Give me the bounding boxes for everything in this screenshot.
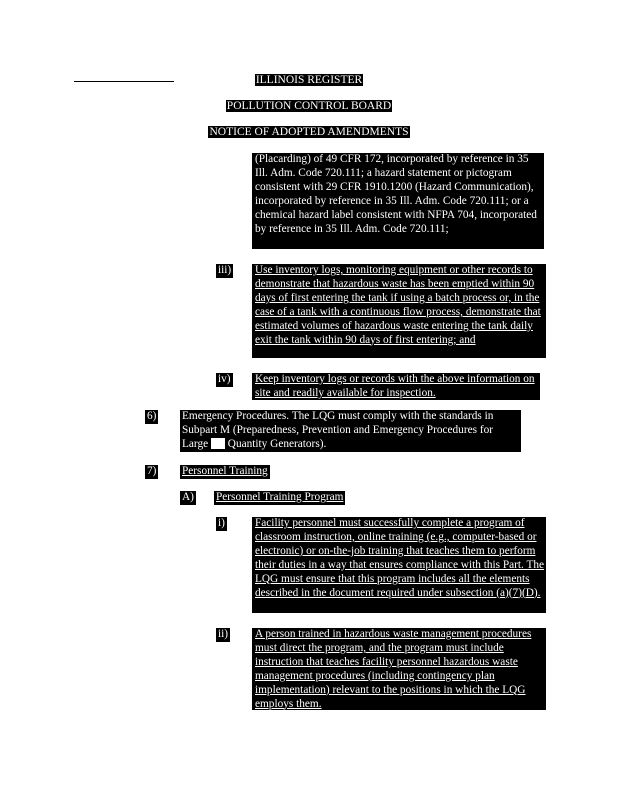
- placarding-paragraph: [252, 153, 544, 249]
- item-A-title: Personnel Training Program: [216, 491, 344, 503]
- item-iv-text: Keep inventory logs or records with the above information on site and readily available for inspection.: [255, 373, 535, 399]
- item-A-ii-paragraph: [252, 628, 546, 710]
- item-A-i-paragraph: [252, 517, 546, 613]
- item-6-text-a: Emergency Procedures. The LQG must comply with the standards in Subpart M (Preparedness, Prevention and Emergency Procedures for Large: [182, 410, 494, 450]
- item-6-number: 6): [147, 410, 157, 422]
- item-A-number: A): [182, 491, 194, 503]
- item-6-text: [182, 410, 521, 452]
- notice-title: NOTICE OF ADOPTED AMENDMENTS: [209, 126, 409, 138]
- redaction-gap: [211, 438, 225, 449]
- item-A-ii-number: ii): [218, 628, 229, 640]
- item-A-i-text: Facility personnel must successfully complete a program of classroom instruction, online training (e.g., computer-based or electronic) or on-the-job training that teaches them to perform their duties in a way that ensures compliance with this Part. The LQG must ensure that this program includes all the elements described in the document required under subsection (a)(7)(D).: [255, 517, 545, 599]
- item-iii-text: Use inventory logs, monitoring equipment or other records to demonstrate that hazardous waste has been emptied within 90 days of first entering the tank if using a batch process or, in the case of a tank with a continuous flow process, demonstrate that estimated volumes of hazardous waste entering the tank daily exit the tank within 90 days of first entering; and: [255, 264, 541, 346]
- item-6-text-b: Quantity Generators).: [227, 437, 327, 450]
- item-iii-number: iii): [218, 264, 232, 276]
- item-A-i-number: i): [218, 517, 225, 529]
- register-title: ILLINOIS REGISTER: [255, 74, 363, 86]
- placarding-text: (Placarding) of 49 CFR 172, incorporated by reference in 35 Ill. Adm. Code 720.111; a hazard statement or pictogram consistent with 29 CFR 1910.1200 (Hazard Communication), incorporated by reference in 35 Ill. Adm. Code 720.111; or a chemical hazard label consistent with NFPA 704, incorporated by reference in 35 Ill. Adm. Code 720.111;: [255, 153, 537, 235]
- item-6-paragraph: [180, 410, 521, 452]
- item-7-number: 7): [147, 465, 157, 477]
- item-7-title: Personnel Training: [182, 465, 268, 477]
- item-iv-number: iv): [218, 373, 231, 385]
- item-iii-paragraph: [252, 264, 546, 358]
- board-name: POLLUTION CONTROL BOARD: [226, 100, 392, 112]
- item-iv-paragraph: [252, 373, 540, 400]
- item-A-ii-text: A person trained in hazardous waste management procedures must direct the program, and the program must include instruction that teaches facility personnel hazardous waste management procedures (including contingency plan implementation) relevant to the positions in which the LQG employs them.: [255, 628, 532, 710]
